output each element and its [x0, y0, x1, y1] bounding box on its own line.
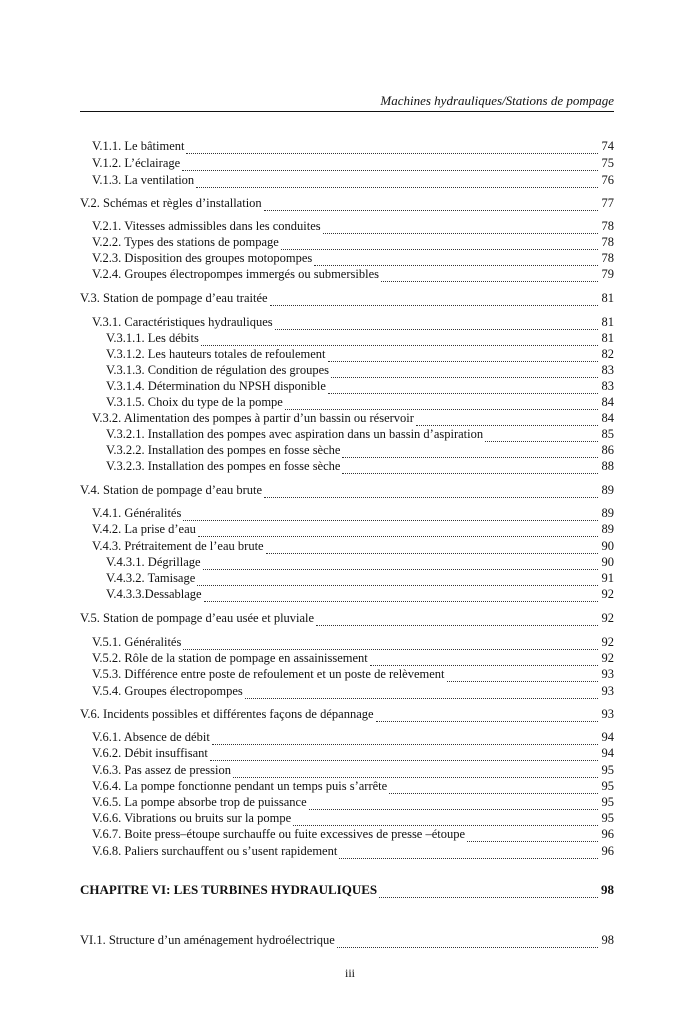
dot-leader: [264, 486, 598, 498]
page-number: iii: [344, 966, 355, 980]
dot-leader: [485, 430, 598, 442]
toc-entry-title: V.4. Station de pompage d’eau brute: [80, 483, 263, 497]
toc-entry-title: V.3.2.2. Installation des pompes en fosse sèche: [106, 443, 341, 457]
dot-leader: [337, 936, 598, 948]
dot-leader: [245, 687, 598, 699]
toc-entry-page: 83: [601, 379, 614, 393]
dot-leader: [281, 238, 598, 250]
toc-entry-page: 89: [601, 506, 614, 520]
toc-entry-page: 74: [601, 139, 614, 153]
toc-entry-page: 96: [601, 827, 614, 841]
toc-entry-title: V.3.1.2. Les hauteurs totales de refoulement: [106, 347, 326, 361]
toc-entry-title: V.3.1.5. Choix du type de la pompe: [106, 395, 283, 409]
toc-entry-page: 89: [601, 483, 614, 497]
toc-entry[interactable]: [106, 378, 614, 394]
toc-entry-page: 84: [601, 395, 614, 409]
toc-entry[interactable]: [92, 634, 614, 650]
toc-entry-title: V.6.4. La pompe fonctionne pendant un temps puis s’arrête: [92, 779, 388, 793]
dot-leader: [196, 176, 598, 188]
toc-entry-page: 94: [601, 746, 614, 760]
toc-entry[interactable]: [80, 195, 614, 211]
toc-entry[interactable]: [106, 362, 614, 378]
toc-entry[interactable]: [92, 172, 614, 188]
toc-entry-page: 81: [601, 291, 614, 305]
dot-leader: [389, 782, 598, 794]
toc-entry[interactable]: [80, 706, 614, 722]
toc-entry-page: 81: [601, 331, 614, 345]
toc-entry-page: 77: [601, 196, 614, 210]
toc-entry-page: 81: [601, 315, 614, 329]
toc-entry-page: 82: [601, 347, 614, 361]
toc-entry-title: V.6.1. Absence de débit: [92, 730, 210, 744]
toc-entry-title: V.3.2.3. Installation des pompes en fosse sèche: [106, 459, 341, 473]
dot-leader: [342, 446, 598, 458]
dot-leader: [183, 509, 598, 521]
toc-entry-page: 90: [601, 555, 614, 569]
toc-entry-page: 94: [601, 730, 614, 744]
toc-entry[interactable]: [92, 810, 614, 826]
toc-entry-title: V.3.2.1. Installation des pompes avec aspiration dans un bassin d’aspiration: [106, 427, 484, 441]
toc-entry-title: V.3.1.3. Condition de régulation des groupes: [106, 363, 330, 377]
dot-leader: [328, 350, 598, 362]
dot-leader: [370, 654, 598, 666]
toc-entry-page: 75: [601, 156, 614, 170]
toc-entry-page: 85: [601, 427, 614, 441]
header-rule: [80, 111, 614, 112]
toc-entry-page: 95: [601, 795, 614, 809]
toc-entry-page: 93: [601, 667, 614, 681]
toc-entry[interactable]: [80, 290, 614, 306]
toc-entry-title: CHAPITRE VI: LES TURBINES HYDRAULIQUES: [80, 882, 378, 897]
toc-entry-page: 92: [601, 651, 614, 665]
toc-entry-title: V.1.3. La ventilation: [92, 173, 195, 187]
dot-leader: [328, 382, 598, 394]
toc-entry-page: 79: [601, 267, 614, 281]
toc-entry[interactable]: [92, 778, 614, 794]
toc-entry-title: V.2.1. Vitesses admissibles dans les conduites: [92, 219, 321, 233]
toc-entry[interactable]: [92, 505, 614, 521]
toc-entry[interactable]: [92, 314, 614, 330]
dot-leader: [204, 590, 598, 602]
toc-entry[interactable]: [106, 394, 614, 410]
toc-entry-title: V.6.3. Pas assez de pression: [92, 763, 231, 777]
toc-entry[interactable]: [92, 666, 614, 682]
dot-leader: [212, 733, 598, 745]
toc-entry-title: V.6.6. Vibrations ou bruits sur la pompe: [92, 811, 292, 825]
toc-entry-page: 78: [601, 219, 614, 233]
toc-entry[interactable]: [106, 426, 614, 442]
dot-leader: [203, 558, 598, 570]
toc-entry-page: 93: [601, 684, 614, 698]
toc-entry-page: 95: [601, 779, 614, 793]
dot-leader: [379, 886, 598, 898]
dot-leader: [233, 766, 598, 778]
toc-entry-title: V.5.2. Rôle de la station de pompage en assainissement: [92, 651, 368, 665]
toc-entry-title: V.3.1.4. Détermination du NPSH disponible: [106, 379, 326, 393]
toc-entry[interactable]: [80, 932, 614, 948]
toc-entry-page: 91: [601, 571, 614, 585]
toc-entry[interactable]: [92, 762, 614, 778]
toc-entry[interactable]: [92, 843, 614, 859]
toc-entry-title: V.2.3. Disposition des groupes motopompes: [92, 251, 313, 265]
toc-entry-page: 76: [601, 173, 614, 187]
toc-entry-title: V.6. Incidents possibles et différentes façons de dépannage: [80, 707, 374, 721]
toc-entry-page: 96: [601, 844, 614, 858]
toc-entry[interactable]: [92, 650, 614, 666]
dot-leader: [323, 222, 598, 234]
toc-entry-page: 89: [601, 522, 614, 536]
toc-entry-page: 95: [601, 763, 614, 777]
dot-leader: [314, 254, 598, 266]
toc-entry[interactable]: [106, 346, 614, 362]
dot-leader: [342, 462, 598, 474]
toc-entry[interactable]: [92, 521, 614, 537]
toc-entry-title: V.4.3. Prétraitement de l’eau brute: [92, 539, 264, 553]
dot-leader: [447, 670, 598, 682]
toc-entry[interactable]: [80, 482, 614, 498]
dot-leader: [264, 199, 598, 211]
toc-entry-page: 98: [601, 882, 614, 897]
dot-leader: [467, 830, 598, 842]
toc-entry-page: 93: [601, 707, 614, 721]
toc-entry-page: 90: [601, 539, 614, 553]
toc-entry-page: 86: [601, 443, 614, 457]
toc-entry-title: V.6.8. Paliers surchauffent ou s’usent rapidement: [92, 844, 338, 858]
toc-entry-title: V.4.2. La prise d’eau: [92, 522, 196, 536]
dot-leader: [266, 542, 598, 554]
toc-entry[interactable]: [92, 729, 614, 745]
toc-entry[interactable]: [106, 458, 614, 474]
dot-leader: [270, 294, 598, 306]
toc-entry[interactable]: [80, 610, 614, 626]
toc-entry-title: V.2.4. Groupes électropompes immergés ou submersibles: [92, 267, 379, 281]
running-header: Machines hydrauliques/Stations de pompage: [380, 93, 614, 108]
toc-entry[interactable]: [92, 250, 614, 266]
dot-leader: [309, 798, 598, 810]
toc-entry-page: 88: [601, 459, 614, 473]
toc-entry-title: V.6.5. La pompe absorbe trop de puissance: [92, 795, 307, 809]
dot-leader: [275, 318, 598, 330]
dot-leader: [197, 574, 598, 586]
toc-entry[interactable]: [92, 138, 614, 154]
toc-entry-title: V.2. Schémas et règles d’installation: [80, 196, 262, 210]
dot-leader: [210, 749, 598, 761]
dot-leader: [201, 334, 598, 346]
toc-entry-page: 92: [601, 611, 614, 625]
dot-leader: [416, 414, 598, 426]
dot-leader: [186, 142, 598, 154]
toc-entry-page: 92: [601, 635, 614, 649]
toc-entry-title: V.3.1. Caractéristiques hydrauliques: [92, 315, 273, 329]
toc-entry[interactable]: [92, 745, 614, 761]
toc-entry[interactable]: [92, 410, 614, 426]
dot-leader: [285, 398, 598, 410]
dot-leader: [376, 710, 598, 722]
dot-leader: [293, 814, 598, 826]
toc-entry-title: V.4.3.1. Dégrillage: [106, 555, 201, 569]
toc-entry-page: 78: [601, 235, 614, 249]
toc-entry-title: V.4.1. Généralités: [92, 506, 182, 520]
toc-entry-title: V.3.1.1. Les débits: [106, 331, 199, 345]
toc-entry[interactable]: [106, 330, 614, 346]
toc-entry[interactable]: [106, 570, 614, 586]
toc-entry-title: V.3.2. Alimentation des pompes à partir d’un bassin ou réservoir: [92, 411, 414, 425]
toc-entry-title: V.1.1. Le bâtiment: [92, 139, 185, 153]
toc-entry-title: V.1.2. L’éclairage: [92, 156, 181, 170]
toc-entry[interactable]: [92, 683, 614, 699]
dot-leader: [316, 614, 598, 626]
toc-entry[interactable]: [92, 826, 614, 842]
toc-entry-page: 78: [601, 251, 614, 265]
toc-entry-title: V.3. Station de pompage d’eau traitée: [80, 291, 268, 305]
toc-entry-page: 95: [601, 811, 614, 825]
toc-entry-title: V.6.2. Débit insuffisant: [92, 746, 208, 760]
dot-leader: [381, 270, 598, 282]
toc-entry[interactable]: [106, 554, 614, 570]
toc-entry-title: VI.1. Structure d’un aménagement hydroélectrique: [80, 933, 335, 947]
toc-entry[interactable]: [92, 218, 614, 234]
toc-entry[interactable]: [92, 266, 614, 282]
toc-entry-title: V.6.7. Boite press–étoupe surchauffe ou fuite excessives de presse –étoupe: [92, 827, 466, 841]
toc-entry[interactable]: [106, 442, 614, 458]
toc-entry-title: V.4.3.2. Tamisage: [106, 571, 196, 585]
dot-leader: [339, 847, 598, 859]
dot-leader: [198, 525, 598, 537]
toc-entry-title: V.5.4. Groupes électropompes: [92, 684, 243, 698]
dot-leader: [331, 366, 598, 378]
toc-entry-title: V.4.3.3.Dessablage: [106, 587, 202, 601]
toc-chapter-entry[interactable]: [80, 882, 614, 898]
toc-entry[interactable]: [92, 234, 614, 250]
toc-entry[interactable]: [92, 155, 614, 171]
dot-leader: [182, 159, 598, 171]
toc-entry-title: V.5. Station de pompage d’eau usée et pluviale: [80, 611, 315, 625]
toc-entry[interactable]: [92, 538, 614, 554]
toc-entry-page: 92: [601, 587, 614, 601]
toc-entry-title: V.5.1. Généralités: [92, 635, 182, 649]
toc-entry[interactable]: [106, 586, 614, 602]
toc-entry-page: 83: [601, 363, 614, 377]
dot-leader: [183, 638, 598, 650]
toc-entry-title: V.5.3. Différence entre poste de refoulement et un poste de relèvement: [92, 667, 445, 681]
toc-entry[interactable]: [92, 794, 614, 810]
toc-entry-page: 84: [601, 411, 614, 425]
toc-entry-page: 98: [601, 933, 614, 947]
toc-entry-title: V.2.2. Types des stations de pompage: [92, 235, 279, 249]
